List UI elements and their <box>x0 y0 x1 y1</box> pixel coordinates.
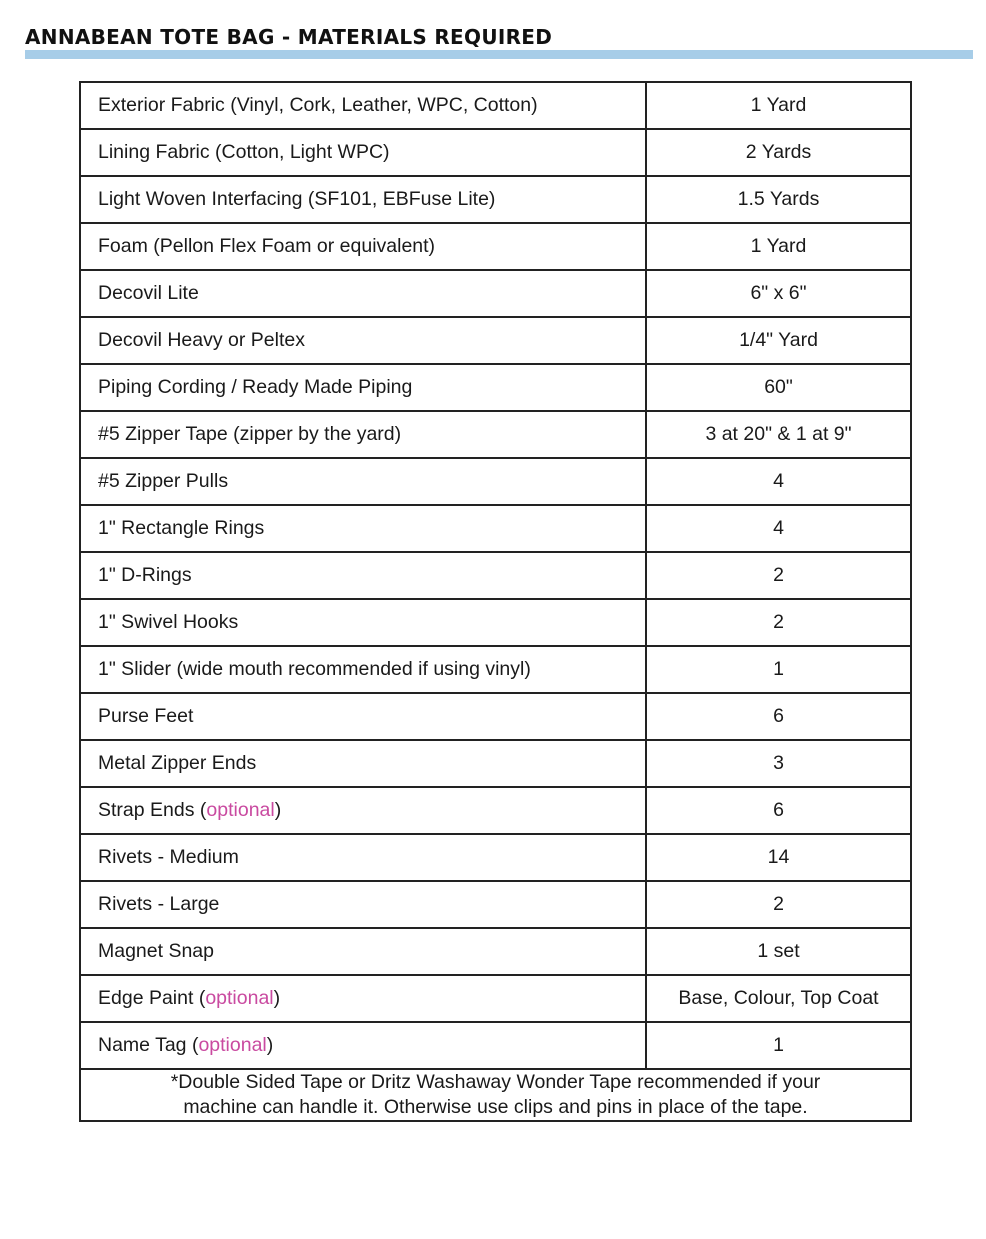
note-line-2: machine can handle it. Otherwise use clips and pins in place of the tape. <box>183 1096 808 1118</box>
material-quantity: 1 Yard <box>646 82 911 129</box>
material-name: Decovil Lite <box>98 282 199 304</box>
material-name-cell <box>80 411 646 458</box>
table-row <box>80 599 911 646</box>
material-name-cell <box>80 834 646 881</box>
material-name-cell <box>80 646 646 693</box>
material-name: 1" Rectangle Rings <box>98 517 265 539</box>
material-name: #5 Zipper Pulls <box>98 470 229 492</box>
material-quantity: 2 <box>646 599 911 646</box>
material-name: Metal Zipper Ends <box>98 752 257 774</box>
table-row <box>80 787 911 834</box>
material-name-cell <box>80 458 646 505</box>
material-name: Edge Paint <box>98 987 194 1009</box>
material-name-cell <box>80 176 646 223</box>
optional-tag: optional <box>206 799 275 821</box>
table-row <box>80 364 911 411</box>
table-row <box>80 317 911 364</box>
material-quantity: 6" x 6" <box>646 270 911 317</box>
material-name-cell <box>80 552 646 599</box>
table-row <box>80 411 911 458</box>
note-line-1: *Double Sided Tape or Dritz Washaway Wonder Tape recommended if your <box>170 1071 821 1093</box>
material-quantity: 2 <box>646 881 911 928</box>
table-row <box>80 693 911 740</box>
material-quantity: 1 <box>646 646 911 693</box>
material-name-cell <box>80 364 646 411</box>
table-row <box>80 1022 911 1069</box>
title-underline-bar <box>25 50 973 59</box>
material-name-cell <box>80 317 646 364</box>
material-quantity: 1 set <box>646 928 911 975</box>
material-name-cell: Name Tag (optional) <box>80 1022 646 1069</box>
material-quantity: 60" <box>646 364 911 411</box>
material-name-cell <box>80 599 646 646</box>
material-name: Strap Ends <box>98 799 195 821</box>
material-name-cell <box>80 129 646 176</box>
optional-tag: optional <box>198 1034 267 1056</box>
materials-table-body <box>80 82 911 1069</box>
table-row <box>80 505 911 552</box>
note-cell <box>80 1069 911 1121</box>
material-name: 1" D-Rings <box>98 564 192 586</box>
material-name: 1" Swivel Hooks <box>98 611 239 633</box>
table-row <box>80 740 911 787</box>
table-row <box>80 82 911 129</box>
table-row <box>80 928 911 975</box>
material-name: Purse Feet <box>98 705 194 727</box>
table-row <box>80 646 911 693</box>
material-quantity: 4 <box>646 458 911 505</box>
material-quantity: Base, Colour, Top Coat <box>646 975 911 1022</box>
material-name: Piping Cording / Ready Made Piping <box>98 376 413 398</box>
materials-table <box>79 81 912 1122</box>
material-name-cell <box>80 740 646 787</box>
material-name-cell <box>80 505 646 552</box>
material-name: Decovil Heavy or Peltex <box>98 329 305 351</box>
table-row <box>80 881 911 928</box>
material-name-cell <box>80 82 646 129</box>
page-title: ANNABEAN TOTE BAG - MATERIALS REQUIRED <box>25 25 553 49</box>
material-name-cell <box>80 693 646 740</box>
table-row <box>80 975 911 1022</box>
material-name: #5 Zipper Tape (zipper by the yard) <box>98 423 402 445</box>
material-quantity: 1 <box>646 1022 911 1069</box>
material-name-cell <box>80 881 646 928</box>
material-name: Light Woven Interfacing (SF101, EBFuse Lite) <box>98 188 496 210</box>
table-row <box>80 270 911 317</box>
table-row <box>80 834 911 881</box>
material-name: Lining Fabric (Cotton, Light WPC) <box>98 141 390 163</box>
table-row <box>80 552 911 599</box>
material-quantity: 6 <box>646 787 911 834</box>
table-row <box>80 176 911 223</box>
material-quantity: 1.5 Yards <box>646 176 911 223</box>
material-quantity: 1 Yard <box>646 223 911 270</box>
material-quantity: 1/4" Yard <box>646 317 911 364</box>
material-quantity: 14 <box>646 834 911 881</box>
material-quantity: 2 <box>646 552 911 599</box>
material-quantity: 3 at 20" & 1 at 9" <box>646 411 911 458</box>
material-name-cell <box>80 270 646 317</box>
material-quantity: 6 <box>646 693 911 740</box>
material-name: Rivets - Medium <box>98 846 239 868</box>
material-name-cell <box>80 223 646 270</box>
material-name: Magnet Snap <box>98 940 215 962</box>
table-row <box>80 129 911 176</box>
material-name: Name Tag <box>98 1034 187 1056</box>
optional-tag: optional <box>205 987 274 1009</box>
note-row <box>80 1069 911 1121</box>
material-quantity: 4 <box>646 505 911 552</box>
material-name: 1" Slider (wide mouth recommended if using vinyl) <box>98 658 531 680</box>
table-row <box>80 458 911 505</box>
material-name: Rivets - Large <box>98 893 220 915</box>
material-name-cell: Strap Ends (optional) <box>80 787 646 834</box>
material-name: Foam (Pellon Flex Foam or equivalent) <box>98 235 436 257</box>
material-quantity: 2 Yards <box>646 129 911 176</box>
material-name-cell <box>80 928 646 975</box>
table-row <box>80 223 911 270</box>
material-name: Exterior Fabric (Vinyl, Cork, Leather, WPC, Cotton) <box>98 94 538 116</box>
material-name-cell: Edge Paint (optional) <box>80 975 646 1022</box>
material-quantity: 3 <box>646 740 911 787</box>
